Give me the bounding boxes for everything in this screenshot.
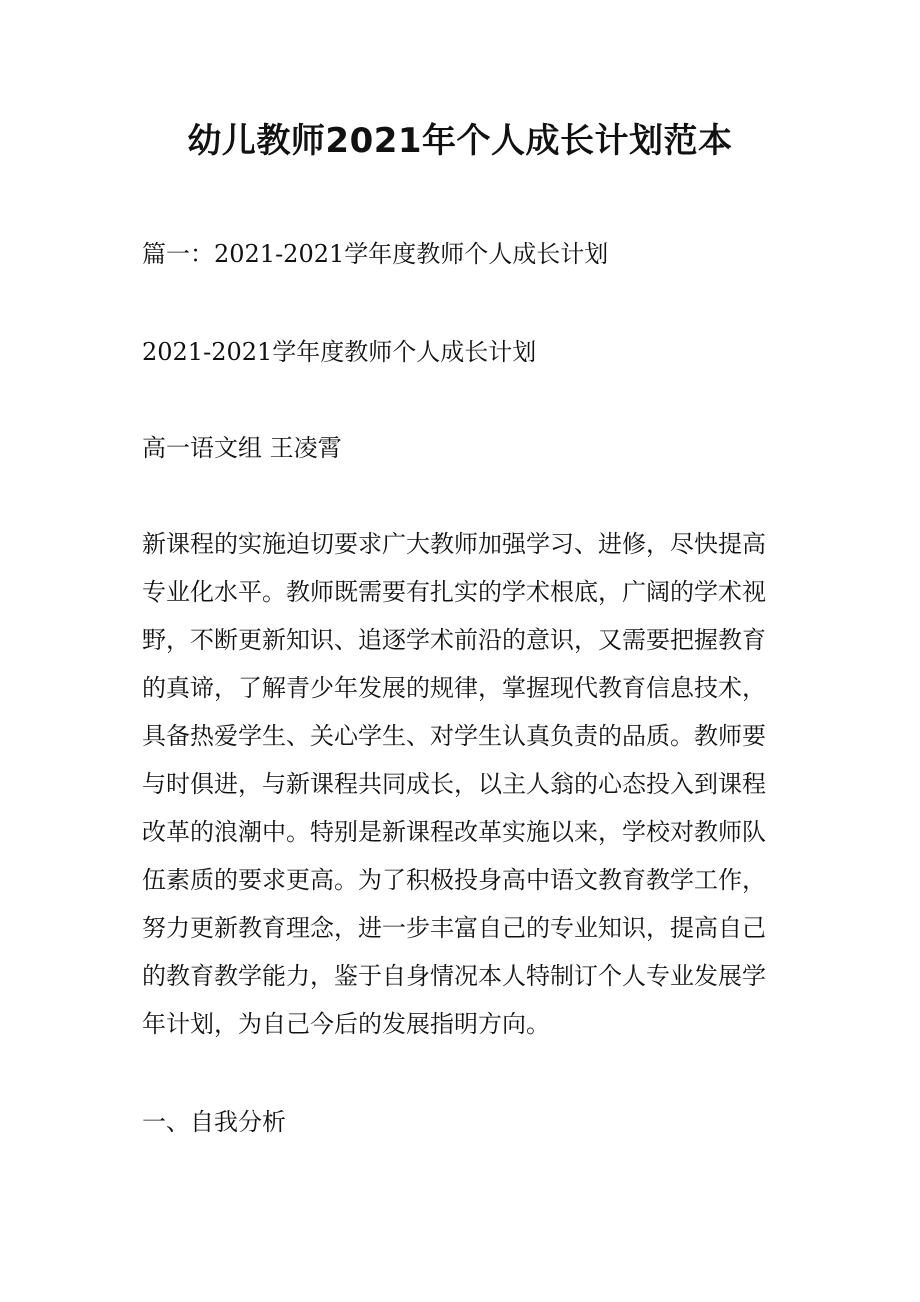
- paragraph-line: 专业化水平。教师既需要有扎实的学术根底，广阔的学术视: [142, 578, 766, 606]
- paragraph-line: 的真谛，了解青少年发展的规律，掌握现代教育信息技术，: [142, 674, 766, 702]
- paragraph-line: 具备热爱学生、关心学生、对学生认真负责的品质。教师要: [142, 722, 766, 750]
- paragraph-line: 的教育教学能力，鉴于自身情况本人特制订个人专业发展学: [142, 962, 766, 990]
- paragraph-line: 新课程的实施迫切要求广大教师加强学习、进修，尽快提高: [142, 530, 766, 558]
- plan-subtitle: 2021-2021学年度教师个人成长计划: [142, 338, 537, 366]
- document-title: 幼儿教师2021年个人成长计划范本: [187, 121, 733, 161]
- intro-paragraph: [142, 528, 802, 1056]
- author-line: 高一语文组 王凌霄: [142, 434, 342, 462]
- section-heading: 篇一：2021-2021学年度教师个人成长计划: [142, 240, 609, 268]
- paragraph-line: 努力更新教育理念，进一步丰富自己的专业知识，提高自己: [142, 914, 766, 942]
- paragraph-line: 改革的浪潮中。特别是新课程改革实施以来，学校对教师队: [142, 818, 766, 846]
- self-analysis-heading: 一、自我分析: [142, 1108, 286, 1136]
- paragraph-line: 野，不断更新知识、追逐学术前沿的意识，又需要把握教育: [142, 626, 766, 654]
- paragraph-line: 伍素质的要求更高。为了积极投身高中语文教育教学工作，: [142, 866, 766, 894]
- paragraph-line: 年计划，为自己今后的发展指明方向。: [142, 1010, 550, 1038]
- paragraph-line: 与时俱进，与新课程共同成长，以主人翁的心态投入到课程: [142, 770, 766, 798]
